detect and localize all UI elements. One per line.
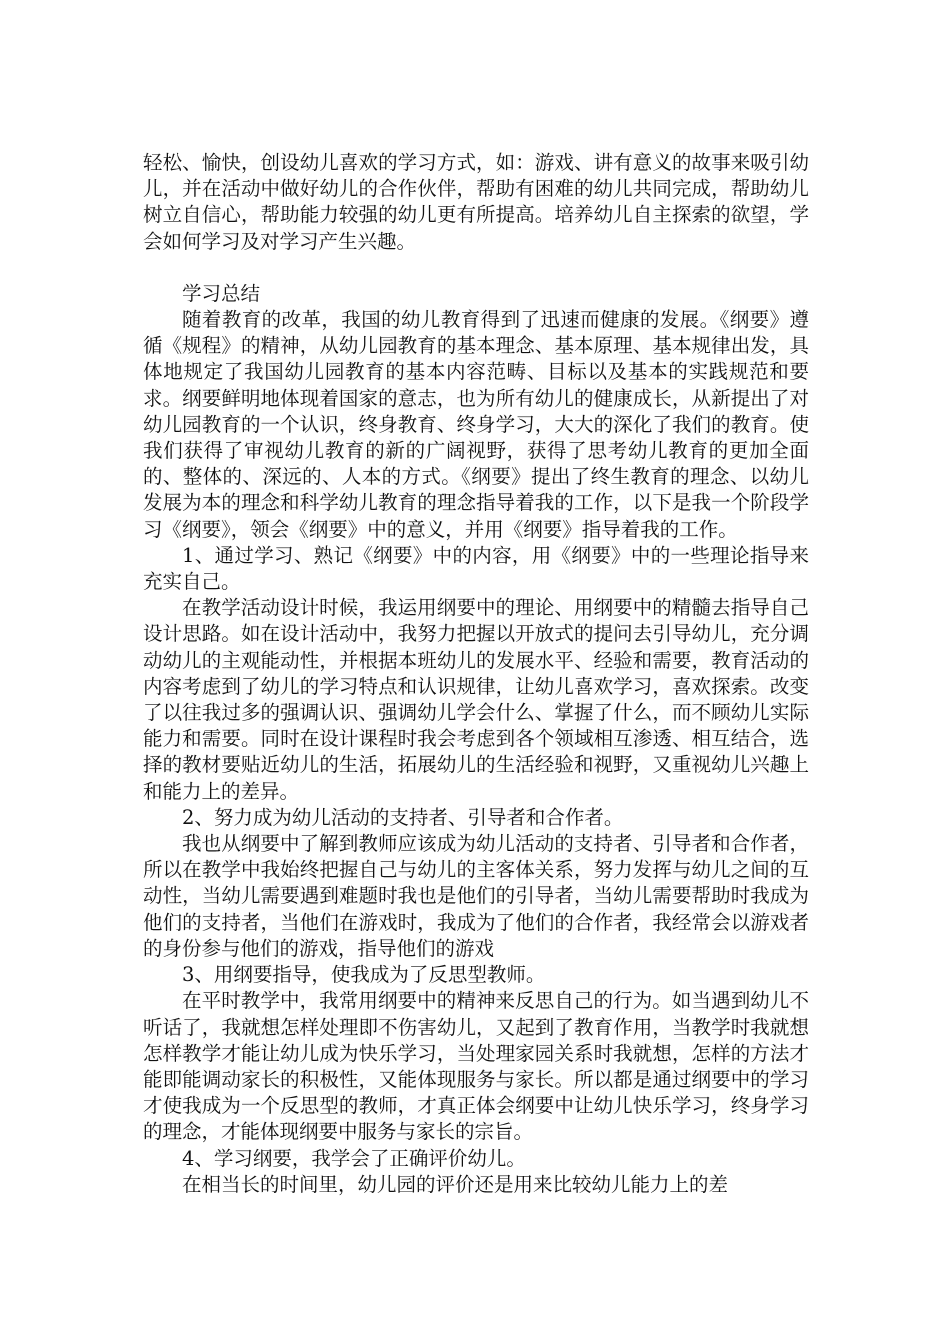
paragraph-intro-continued: 轻松、愉快，创设幼儿喜欢的学习方式，如：游戏、讲有意义的故事来吸引幼儿，并在活动中做好幼儿的合作伙伴，帮助有困难的幼儿共同完成，帮助幼儿树立自信心，帮助能力较强的幼儿更有所提高。培养幼儿自主探索的欲望，学会如何学习及对学习产生兴趣。 [143,151,809,253]
point-4-heading: 4、学习纲要，我学会了正确评价幼儿。 [182,1146,526,1170]
point-3-heading: 3、用纲要指导，使我成为了反思型教师。 [182,963,546,987]
section-heading: 学习总结 [182,281,261,305]
point-2-heading: 2、努力成为幼儿活动的支持者、引导者和合作者。 [182,805,624,829]
point-1-heading: 1、通过学习、熟记《纲要》中的内容，用《纲要》中的一些理论指导来充实自己。 [143,543,809,594]
point-1-body: 在教学活动设计时候，我运用纲要中的理论、用纲要中的精髓去指导自己设计思路。如在设计活动中，我努力把握以开放式的提问去引导幼儿，充分调动幼儿的主观能动性，并根据本班幼儿的发展水平、经验和需要，教育活动的内容考虑到了幼儿的学习特点和认识规律，让幼儿喜欢学习，喜欢探索。改变了以往我过多的强调认识、强调幼儿学会什么、掌握了什么，而不顾幼儿实际能力和需要。同时在设计课程时我会考虑到各个领域相互渗透、相互结合，选择的教材要贴近幼儿的生活，拓展幼儿的生活经验和视野，又重视幼儿兴趣上和能力上的差异。 [143,596,809,803]
paragraph-spacer [143,255,809,281]
point-3-body: 在平时教学中，我常用纲要中的精神来反思自己的行为。如当遇到幼儿不听话了，我就想怎样处理即不伤害幼儿，又起到了教育作用，当教学时我就想怎样教学才能让幼儿成为快乐学习，当处理家园关系时我就想，怎样的方法才能即能调动家长的积极性，又能体现服务与家长。所以都是通过纲要中的学习才使我成为一个反思型的教师，才真正体会纲要中让幼儿快乐学习，终身学习的理念，才能体现纲要中服务与家长的宗旨。 [143,989,809,1144]
paragraph-overview: 随着教育的改革，我国的幼儿教育得到了迅速而健康的发展。《纲要》遵循《规程》的精神，从幼儿园教育的基本理念、基本原理、基本规律出发，具体地规定了我国幼儿园教育的基本内容范畴、目标以及基本的实践规范和要求。纲要鲜明地体现着国家的意志，也为所有幼儿的健康成长，从新提出了对幼儿园教育的一个认识，终身教育、终身学习，大大的深化了我们的教育。使我们获得了审视幼儿教育的新的广阔视野，获得了思考幼儿教育的更加全面的、整体的、深远的、人本的方式。《纲要》提出了终生教育的理念、以幼儿发展为本的理念和科学幼儿教育的理念指导着我的工作，以下是我一个阶段学习《纲要》，领会《纲要》中的意义，并用《纲要》指导着我的工作。 [143,308,809,541]
point-2-body: 我也从纲要中了解到教师应该成为幼儿活动的支持者、引导者和合作者，所以在教学中我始终把握自己与幼儿的主客体关系，努力发挥与幼儿之间的互动性，当幼儿需要遇到难题时我也是他们的引导者，当幼儿需要帮助时我成为他们的支持者，当他们在游戏时，我成为了他们的合作者，我经常会以游戏者的身份参与他们的游戏，指导他们的游戏 [143,832,809,960]
point-4-body: 在相当长的时间里，幼儿园的评价还是用来比较幼儿能力上的差 [182,1172,729,1196]
document-body [143,150,809,1198]
